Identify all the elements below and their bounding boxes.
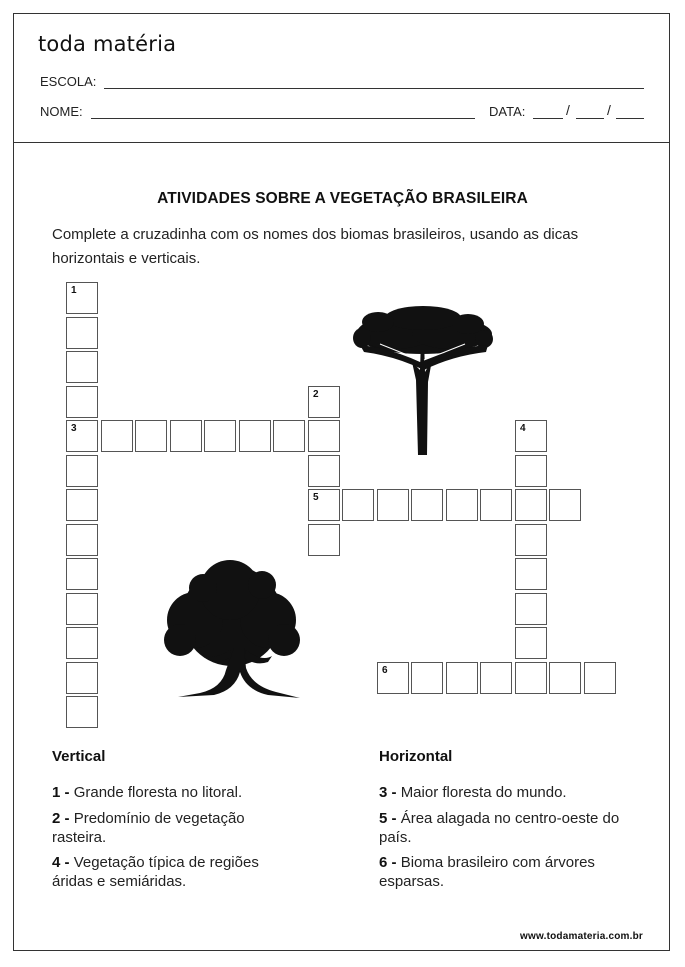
- clue-number: 1 -: [52, 784, 70, 801]
- crossword-clue-number: 3: [71, 423, 77, 434]
- date-separator: /: [566, 102, 570, 118]
- vertical-clue-4: [52, 853, 302, 891]
- clue-number: 5 -: [379, 810, 397, 827]
- horizontal-clues-title: Horizontal: [379, 748, 453, 765]
- clue-number: 2 -: [52, 810, 70, 827]
- clue-text: Área alagada no centro-oeste do país.: [379, 810, 620, 846]
- clue-number: 3 -: [379, 784, 397, 801]
- clue-text: Vegetação típica de regiões áridas e semiáridas.: [52, 854, 259, 890]
- vertical-clue-1: [52, 783, 322, 802]
- horizontal-clue-3: [379, 783, 649, 802]
- crossword-clue-number: 1: [71, 285, 77, 296]
- vertical-clues-title: Vertical: [52, 748, 106, 765]
- clue-text: Bioma brasileiro com árvores esparsas.: [379, 854, 595, 890]
- crossword-clue-number: 2: [313, 389, 319, 400]
- clue-text: Maior floresta do mundo.: [400, 784, 567, 801]
- school-label: ESCOLA:: [40, 74, 97, 89]
- clue-text: Grande floresta no litoral.: [73, 784, 243, 801]
- date-separator: /: [607, 102, 611, 118]
- date-label: DATA:: [489, 104, 526, 119]
- name-label: NOME:: [40, 104, 83, 119]
- clue-number: 6 -: [379, 854, 397, 871]
- instructions: Complete a cruzadinha com os nomes dos biomas brasileiros, usando as dicas horizontais e verticais.: [52, 226, 579, 267]
- footer-url: www.todamateria.com.br: [520, 931, 643, 942]
- clue-text: Predomínio de vegetação rasteira.: [52, 810, 245, 846]
- brand-logo: toda matéria: [38, 32, 177, 56]
- crossword-clue-number: 6: [382, 665, 388, 676]
- horizontal-clue-6: [379, 853, 639, 891]
- clue-number: 4 -: [52, 854, 70, 871]
- horizontal-clue-5: [379, 809, 639, 847]
- vertical-clue-2: [52, 809, 292, 847]
- activity-title: ATIVIDADES SOBRE A VEGETAÇÃO BRASILEIRA: [157, 190, 528, 207]
- crossword-clue-number: 4: [520, 423, 526, 434]
- crossword-clue-number: 5: [313, 492, 319, 503]
